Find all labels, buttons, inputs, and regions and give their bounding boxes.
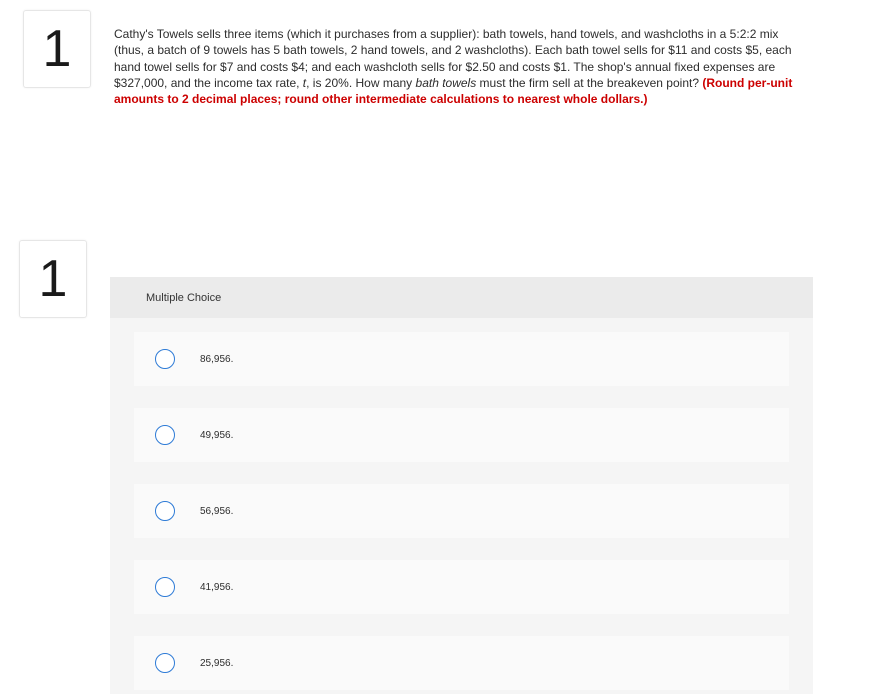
multiple-choice-header — [110, 277, 813, 318]
question-text-part2: , is 20%. How many — [306, 75, 416, 90]
rounding-instruction: (Round per-unit amounts to 2 decimal places; round other intermediate calculations to nearest whole dollars.) — [114, 75, 793, 107]
multiple-choice-title: Multiple Choice — [146, 291, 222, 304]
choice-option-4[interactable] — [134, 560, 789, 614]
question-text-part3: must the firm sell at the breakeven point? — [476, 75, 703, 90]
radio-button-icon[interactable] — [155, 349, 175, 369]
radio-button-icon[interactable] — [155, 425, 175, 445]
choice-option-1[interactable] — [134, 332, 789, 386]
multiple-choice-panel — [110, 277, 813, 694]
bath-towels-emphasis: bath towels — [415, 75, 477, 90]
tax-rate-symbol: t — [302, 75, 307, 90]
radio-button-icon[interactable] — [155, 501, 175, 521]
choice-option-2[interactable] — [134, 408, 789, 462]
question-text-part1: Cathy's Towels sells three items (which it purchases from a supplier): bath towels, hand towels, and washcloths in a 5:2:2 mix (thus, a batch of 9 towels has 5 bath towels, 2 hand towels, and 2 washcloths). Each bath towel sells for $11 and costs $5, each hand towel sells for $7 and costs $4; and each washcloth sells for $2.50 and costs $1. The shop's annual fixed expenses are $327,000, and the income tax rate, — [114, 27, 792, 90]
radio-button-icon[interactable] — [155, 577, 175, 597]
radio-button-icon[interactable] — [155, 653, 175, 673]
choice-label: 56,956. — [200, 505, 234, 517]
choice-label: 86,956. — [200, 353, 234, 365]
question-number-badge-secondary: 1 — [19, 240, 87, 318]
question-text — [114, 26, 804, 107]
choice-label: 25,956. — [200, 657, 234, 669]
choice-option-3[interactable] — [134, 484, 789, 538]
question-number-badge: 1 — [23, 10, 91, 88]
choice-label: 41,956. — [200, 581, 234, 593]
choice-option-5[interactable] — [134, 636, 789, 690]
choice-label: 49,956. — [200, 429, 234, 441]
